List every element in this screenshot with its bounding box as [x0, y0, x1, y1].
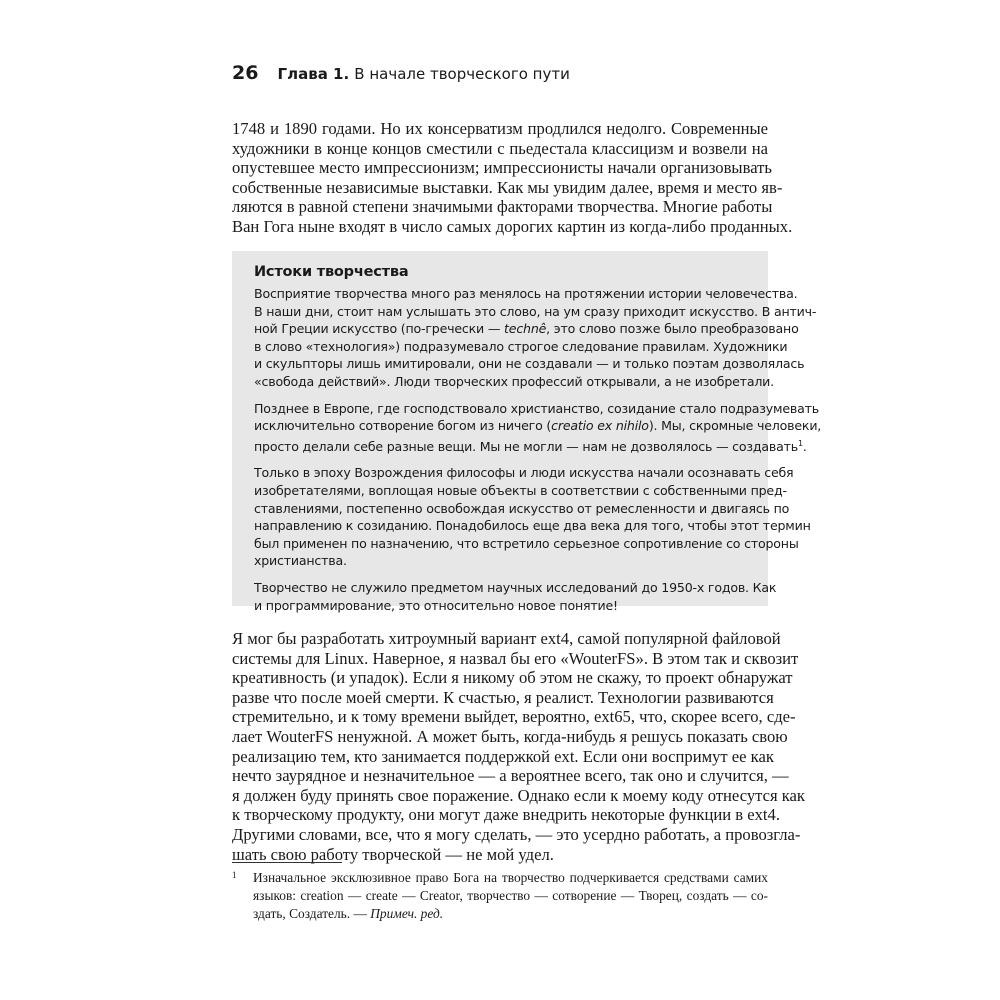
- text-line: 1748 и 1890 годами. Но их консерватизм продлился недолго. Современные: [232, 119, 768, 138]
- text-line: был применен по назначению, что встретило серьезное сопротивление со стороны: [254, 535, 799, 551]
- text-line: и скульпторы лишь имитировали, они не создавали — и только поэтам дозволялась: [254, 356, 805, 372]
- footnote-marker: 1: [232, 870, 237, 880]
- footnote-reference: 1: [798, 438, 803, 448]
- editor-note: Примеч. ред.: [370, 905, 444, 921]
- text-line: в слово «технология») подразумевало строгое следование правилам. Художники: [254, 338, 788, 354]
- chapter-title: В начале творческого пути: [354, 65, 570, 83]
- text-line: ной Греции искусство (по-гречески — technê, это слово позже было преобразовано: [254, 321, 799, 337]
- sidebar-paragraph-3: [254, 464, 811, 570]
- text-line: к творческому продукту, они могут даже внедрить некоторые функции в ext4.: [232, 805, 780, 825]
- body-paragraph-2: [232, 629, 805, 864]
- text-line: разве что после моей смерти. К счастью, я реалист. Технологии развиваются: [232, 687, 774, 707]
- footnote-line: языков: creation — create — Creator, творчество — сотворение — Творец, создать — со-: [253, 887, 768, 903]
- text-line: просто делали себе разные вещи. Мы не могли — нам не дозволялось — создавать$^1$.: [254, 438, 807, 454]
- text-line: «свобода действий». Люди творческих профессий открывали, а не изобретали.: [254, 373, 774, 389]
- text-line: Позднее в Европе, где господствовало христианство, созидание стало подразумевать: [254, 400, 819, 416]
- text-line: Я мог бы разработать хитроумный вариант ext4, самой популярной файловой: [232, 629, 781, 648]
- sidebar-paragraph-1: [254, 285, 817, 391]
- text-line: Восприятие творчества много раз менялось на протяжении истории человечества.: [254, 286, 798, 301]
- footnote-line: Изначальное эксклюзивное право Бога на творчество подчеркивается средствами самих: [253, 870, 768, 885]
- text-line: ставлениями, постепенно освобождая искусство от ремесленности и двигаясь по: [254, 500, 790, 516]
- sidebar-box: [232, 251, 822, 613]
- text-line: системы для Linux. Наверное, я назвал бы его «WouterFS». В этом так и сквозит: [232, 648, 799, 668]
- text-line: стремительно, и к тому времени выйдет, вероятно, ext65, что, скорее всего, сде-: [232, 707, 796, 727]
- text-line: Другими словами, все, что я могу сделать, — это усердно работать, а провозгла-: [232, 824, 801, 844]
- sidebar-paragraph-4: [254, 579, 777, 614]
- text-line: направлению к созиданию. Понадобилось еще два века для того, чтобы этот термин: [254, 518, 811, 534]
- footnote: [232, 869, 768, 922]
- text-line: нечто заурядное и незначительное — а вероятнее всего, так оно и случится, —: [232, 766, 789, 786]
- footnote-divider: [232, 862, 342, 863]
- chapter-label: Глава 1.: [277, 65, 350, 83]
- text-line: Ван Гога ныне входят в число самых дорогих картин из когда-либо проданных.: [232, 216, 793, 236]
- text-line: изобретателями, воплощая новые объекты в соответствии с собственными пред-: [254, 482, 787, 498]
- text-line: В наши дни, стоит нам услышать это слово, на ум сразу приходит искусство. В антич-: [254, 303, 817, 319]
- sidebar-paragraph-2: [254, 400, 822, 456]
- italic-term: technê: [504, 321, 547, 337]
- text-line: и программирование, это относительно новое понятие!: [254, 597, 618, 613]
- footnote-line: здать, Создатель. — Примеч. ред.: [253, 905, 444, 921]
- text-line: собственные независимые выставки. Как мы увидим далее, время и место яв-: [232, 177, 783, 197]
- text-line: Творчество не служило предметом научных исследований до 1950-х годов. Как: [254, 579, 777, 595]
- running-head: [232, 62, 772, 90]
- text-line: шать свою работу творческой — не мой удел.: [232, 844, 554, 864]
- text-line: художники в конце концов сместили с пьедестала классицизм и возвели на: [232, 138, 768, 158]
- text-line: опустевшее место импрессионизм; импрессионисты начали организовывать: [232, 158, 772, 178]
- text-line: христианства.: [254, 553, 347, 569]
- text-line: исключительно сотворение богом из ничего (creatio ex nihilo). Мы, скромные человеки,: [254, 418, 822, 434]
- body-paragraph-1: [232, 119, 793, 237]
- sidebar-title: Истоки творчества: [254, 264, 409, 280]
- text-line: креативность (и упадок). Если я никому об этом не скажу, то проект обнаружат: [232, 668, 793, 688]
- text-line: реализацию тем, кто занимается поддержкой ext. Если они воспримут ее как: [232, 746, 774, 766]
- text-line: ляются в равной степени значимыми факторами творчества. Многие работы: [232, 197, 773, 217]
- italic-term: creatio ex nihilo: [551, 418, 649, 434]
- page-number: 26: [232, 62, 259, 84]
- text-line: лает WouterFS ненужной. А может быть, когда-нибудь я решусь показать свою: [232, 726, 788, 746]
- text-line: я должен буду принять свое поражение. Однако если к моему коду отнесутся как: [232, 785, 805, 805]
- text-line: Только в эпоху Возрождения философы и люди искусства начали осознавать себя: [254, 465, 794, 481]
